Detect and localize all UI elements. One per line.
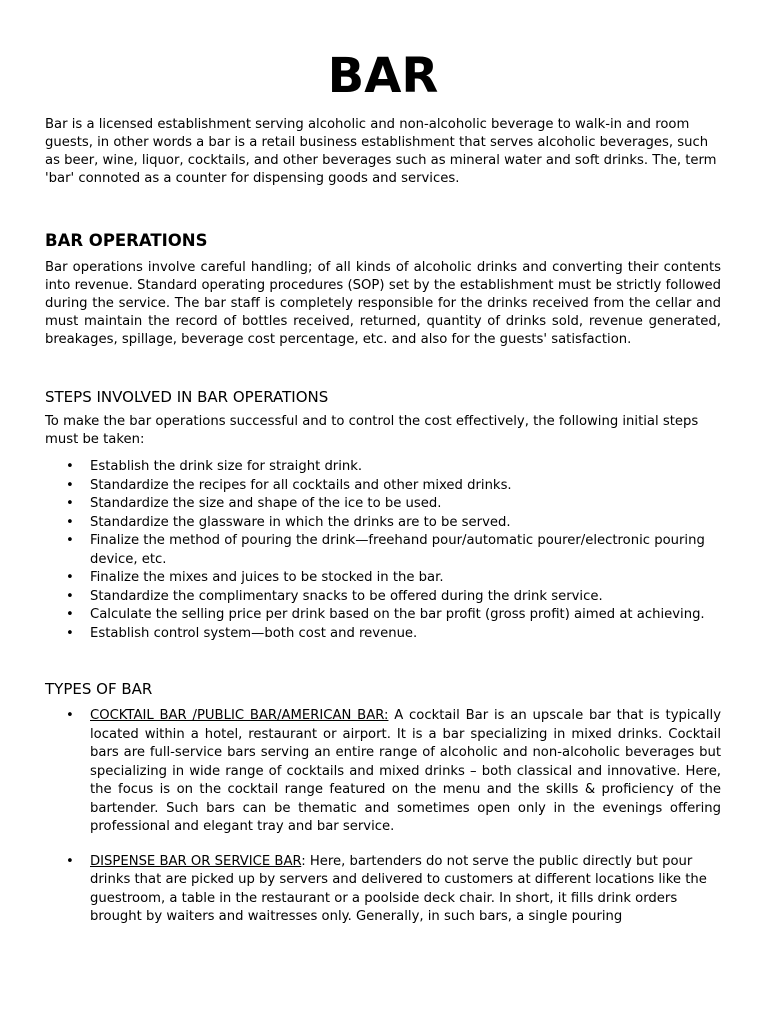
list-item-text: Standardize the complimentary snacks to be offered during the drink service.: [90, 588, 603, 604]
list-item-text: Standardize the glassware in which the drinks are to be served.: [90, 514, 511, 530]
list-item: [66, 514, 721, 533]
list-item: [66, 707, 722, 837]
list-item-text: Finalize the method of pouring the drink—freehand pour/automatic pourer/electronic pouring device, etc.: [90, 533, 705, 567]
bar-type-description: A cocktail Bar is an upscale bar that is typically located within a hotel, restaurant or airport. It is a bar specializing in mixed drinks. Cocktail bars are full-service bars serving an entire range of alcoholic and non-alcoholic beverages but specializing in wide range of cocktails and mixed drinks – both classical and innovative. Here, the focus is on the cocktail range featured on the menu and the skills & proficiency of the bartender. Such bars can be thematic and sometimes open only in the evenings offering professional and elegant tray and bar service.: [90, 708, 722, 834]
bullet-icon: •: [66, 625, 74, 641]
bar-operations-heading: BAR OPERATIONS: [45, 231, 208, 250]
bullet-icon: •: [66, 533, 74, 548]
bullet-icon: •: [66, 607, 74, 622]
steps-heading: STEPS INVOLVED IN BAR OPERATIONS: [45, 388, 329, 406]
list-item: [66, 569, 721, 588]
list-item-text: Standardize the size and shape of the ice to be used.: [90, 496, 442, 511]
list-item-text: Standardize the recipes for all cocktails and other mixed drinks.: [90, 477, 512, 493]
bar-type-description: : Here, bartenders do not serve the public directly but pour drinks that are picked up by servers and delivered to customers at different locations like the guestroom, a table in the restaurant or a poolside deck chair. In short, it fills drink orders brought by waiters and waitresses only. Generally, in such bars, a single pouring: [90, 853, 707, 924]
bullet-icon: •: [66, 477, 74, 493]
list-item: [66, 625, 721, 644]
list-item: [66, 477, 721, 496]
list-item: [66, 853, 721, 927]
list-item: [66, 495, 721, 514]
list-item: [66, 606, 721, 625]
bullet-icon: •: [66, 853, 74, 869]
list-item-text: Establish control system—both cost and revenue.: [90, 625, 418, 641]
bullet-icon: •: [66, 459, 74, 474]
steps-list: [45, 458, 721, 643]
list-item-text: Calculate the selling price per drink based on the bar profit (gross profit) aimed at achieving.: [90, 607, 705, 622]
bullet-icon: •: [66, 588, 74, 604]
bullet-icon: •: [66, 514, 74, 530]
list-item: [66, 532, 721, 569]
bullet-icon: •: [66, 496, 74, 511]
bar-type-name: COCKTAIL BAR /PUBLIC BAR/AMERICAN BAR:: [90, 708, 389, 723]
bar-type-name: DISPENSE BAR OR SERVICE BAR: [90, 853, 302, 869]
intro-paragraph: Bar is a licensed establishment serving alcoholic and non-alcoholic beverage to walk-in and room guests, in other words a bar is a retail business establishment that serves alcoholic beverages, such as beer, wine, liquor, cocktails, and other beverages such as mineral water and soft drinks. The, term 'bar' connoted as a counter for dispensing goods and services.: [45, 117, 717, 186]
list-item: [66, 458, 721, 477]
bullet-icon: •: [66, 708, 74, 723]
bar-operations-paragraph: Bar operations involve careful handling; of all kinds of alcoholic drinks and converting their contents into revenue. Standard operating procedures (SOP) set by the establishment must be strictly followed during the service. The bar staff is completely responsible for the drinks received from the cellar and must maintain the record of bottles received, returned, quantity of drinks sold, revenue generated, breakages, spillage, beverage cost percentage, etc. and also for the guests' satisfaction.: [45, 260, 721, 347]
document-title: BAR: [327, 48, 439, 104]
types-of-bar-heading: TYPES OF BAR: [45, 680, 153, 698]
list-item-text: Finalize the mixes and juices to be stocked in the bar.: [90, 570, 444, 585]
bullet-icon: •: [66, 570, 74, 585]
bar-types-list: [45, 707, 721, 927]
steps-intro-paragraph: To make the bar operations successful and to control the cost effectively, the following initial steps must be taken:: [45, 414, 699, 447]
list-item-text: Establish the drink size for straight drink.: [90, 459, 363, 474]
list-item: [66, 588, 721, 607]
